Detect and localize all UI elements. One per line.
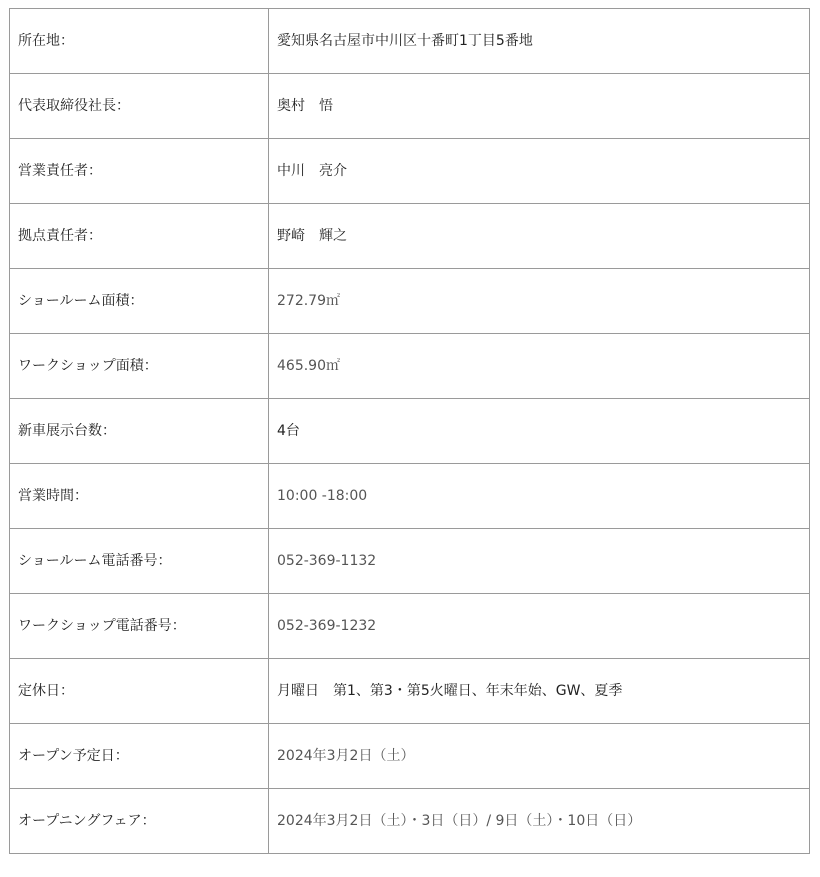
row-label: ワークショップ面積： [10, 334, 269, 399]
row-label: ワークショップ電話番号： [10, 594, 269, 659]
table-row [10, 74, 810, 139]
table-row [10, 9, 810, 74]
row-value: 272.79㎡ [269, 269, 810, 334]
row-label: ショールーム面積： [10, 269, 269, 334]
table-row [10, 334, 810, 399]
row-label: 代表取締役社長： [10, 74, 269, 139]
row-value: 052-369-1232 [269, 594, 810, 659]
row-label: 拠点責任者： [10, 204, 269, 269]
row-label: 所在地： [10, 9, 269, 74]
table-row [10, 789, 810, 854]
table-row [10, 464, 810, 529]
row-value: 奥村 悟 [269, 74, 810, 139]
row-value: 2024年3月2日（土） [269, 724, 810, 789]
row-value: 愛知県名古屋市中川区十番町1丁目5番地 [269, 9, 810, 74]
table-row [10, 594, 810, 659]
row-label: 営業時間： [10, 464, 269, 529]
table-row [10, 659, 810, 724]
row-value: 4台 [269, 399, 810, 464]
row-label: オープニングフェア： [10, 789, 269, 854]
table-row [10, 724, 810, 789]
table-row [10, 529, 810, 594]
row-label: 新車展示台数： [10, 399, 269, 464]
table-row [10, 139, 810, 204]
table-row [10, 204, 810, 269]
row-value: 野崎 輝之 [269, 204, 810, 269]
row-label: ショールーム電話番号： [10, 529, 269, 594]
row-value: 月曜日 第1、第3・第5火曜日、年末年始、GW、夏季 [269, 659, 810, 724]
row-label: 定休日： [10, 659, 269, 724]
table-row [10, 269, 810, 334]
row-value: 052-369-1132 [269, 529, 810, 594]
row-value: 2024年3月2日（土）・3日（日）/ 9日（土）・10日（日） [269, 789, 810, 854]
row-value: 中川 亮介 [269, 139, 810, 204]
row-label: オープン予定日： [10, 724, 269, 789]
table-row [10, 399, 810, 464]
row-value: 10:00 -18:00 [269, 464, 810, 529]
row-label: 営業責任者： [10, 139, 269, 204]
store-info-table [9, 8, 810, 854]
row-value: 465.90㎡ [269, 334, 810, 399]
